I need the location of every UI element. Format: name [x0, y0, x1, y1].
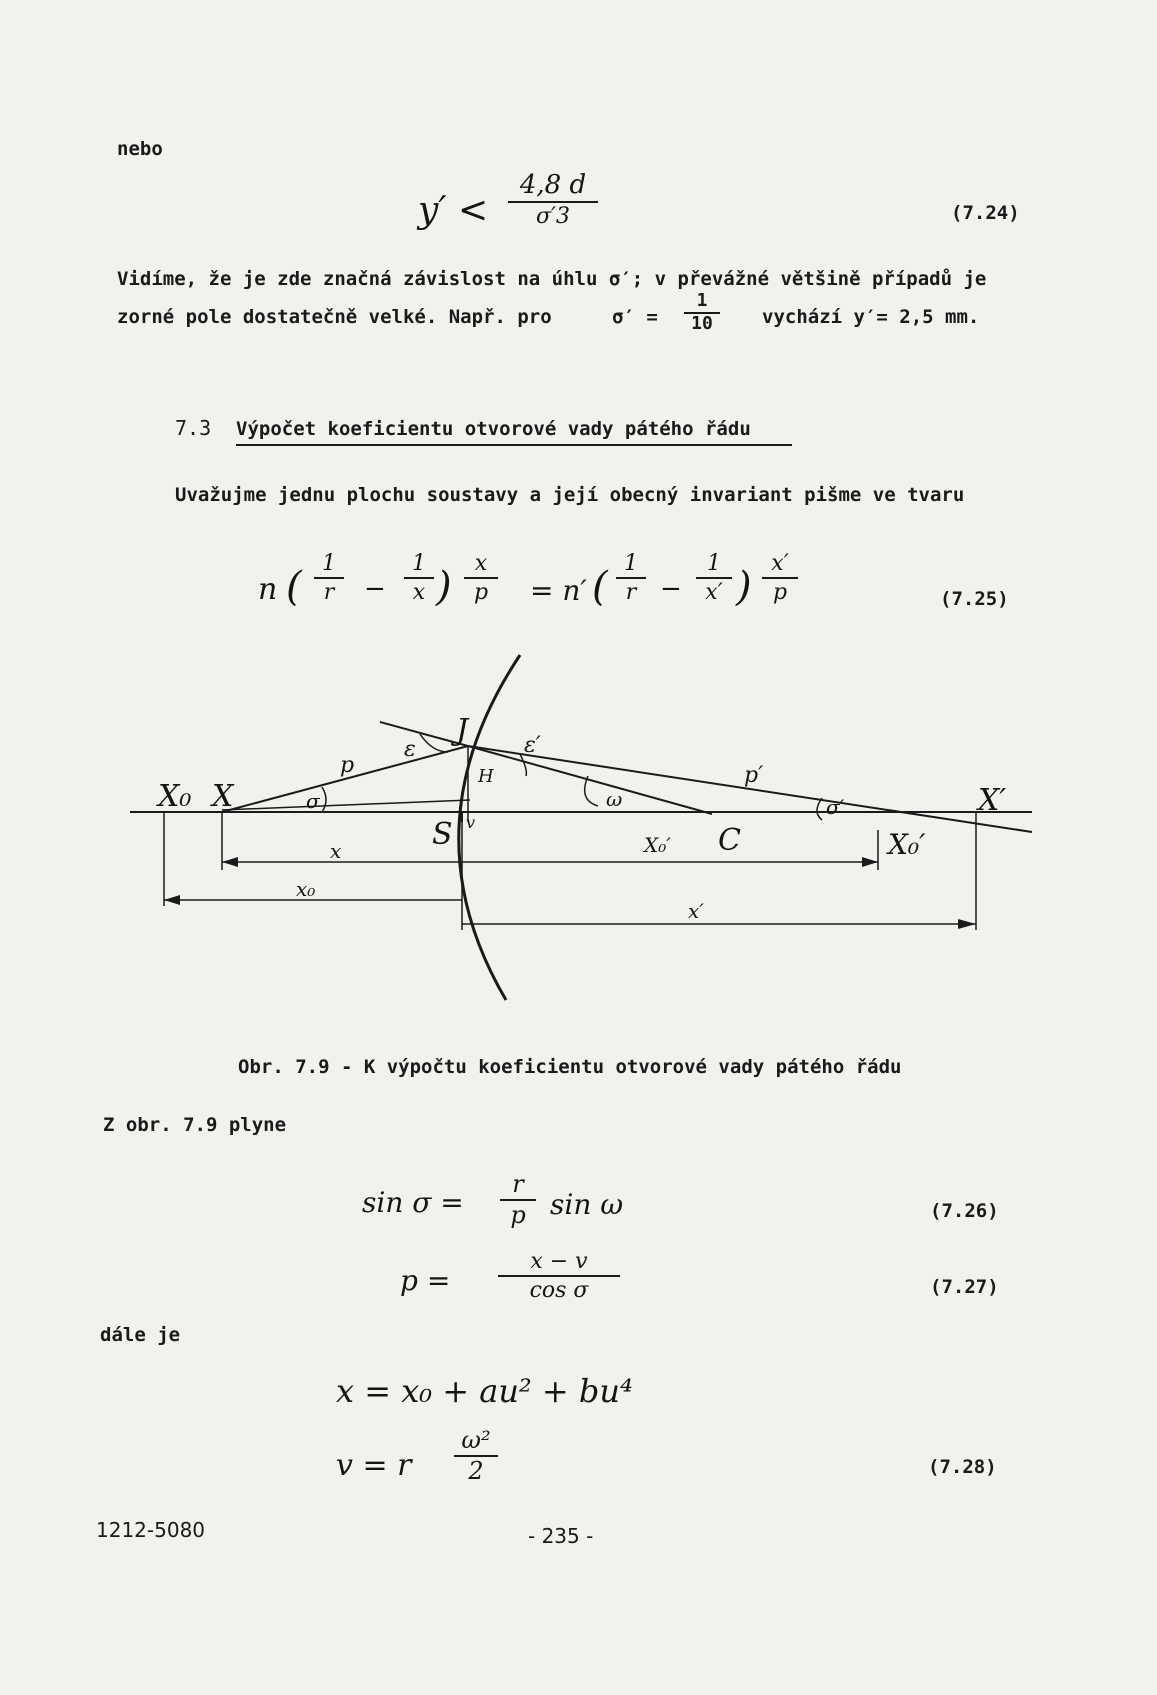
eq-726-label: (7.26): [930, 1200, 999, 1222]
arc-sigma: [322, 787, 326, 812]
eq-726-rhs: sin ω: [550, 1188, 624, 1221]
eq-724-label: (7.24): [951, 202, 1020, 224]
label-p-prime: p′: [744, 763, 764, 788]
eq-728-label: (7.28): [928, 1456, 997, 1478]
eq-727-lhs: p =: [400, 1264, 451, 1297]
eq-725-minus: −: [364, 574, 386, 604]
label-x: x: [330, 839, 342, 863]
eq-724-den: σ′3: [535, 204, 570, 230]
label-x-prime: x′: [688, 899, 704, 923]
den: p: [473, 580, 489, 606]
eq-724-lhs: y′ <: [418, 190, 489, 231]
text-vidime-line1: Vidíme, že je zde značná závislost na úhlu σ′; v převážné většině případů je: [117, 268, 987, 290]
arrowhead: [222, 857, 238, 867]
num: x: [474, 551, 488, 576]
den: r: [625, 580, 637, 606]
fraction-bar: [498, 1275, 620, 1277]
label-S: S: [432, 817, 453, 852]
frac-num: 1: [696, 290, 708, 311]
eq-727-fraction: [498, 1250, 620, 1302]
figure-caption: Obr. 7.9 - K výpočtu koeficientu otvorové vady pátého řádu: [238, 1056, 902, 1078]
den: p: [772, 580, 788, 606]
label-sigma-prime: σ′: [826, 795, 845, 819]
eq-726-fraction: [500, 1172, 536, 1228]
label-v: v: [466, 813, 476, 832]
num: r: [512, 1170, 524, 1198]
label-H: H: [478, 766, 494, 787]
label-epsilon: ε: [404, 737, 416, 762]
text-vidime-line2b: vychází y′= 2,5 mm.: [762, 306, 980, 328]
label-X-prime: X′: [978, 783, 1007, 818]
section-number: 7.3: [175, 416, 212, 440]
arrowhead: [958, 919, 976, 929]
frac-den: 10: [691, 312, 713, 334]
page-number: - 235 -: [528, 1524, 594, 1548]
label-J: J: [456, 713, 469, 748]
normal-line: [468, 746, 712, 814]
label-x0-prime-dim: X₀′: [644, 833, 671, 857]
arrowhead: [862, 857, 878, 867]
label-x0: x₀: [296, 877, 316, 901]
den: cos σ: [529, 1278, 589, 1304]
eq-728b-fraction: [454, 1428, 498, 1484]
footer-code: 1212-5080: [96, 1518, 206, 1542]
den: p: [510, 1201, 526, 1230]
ray-ext-left: [380, 722, 468, 746]
label-X: X: [212, 779, 234, 814]
text-vidime-sigma: σ′ =: [612, 306, 658, 328]
label-p: p: [340, 753, 355, 778]
label-sigma: σ: [306, 789, 320, 813]
eq-724-num: 4,8 d: [519, 170, 587, 200]
den: r: [323, 580, 335, 606]
label-C: C: [718, 823, 741, 858]
eq-725-minus: −: [660, 574, 682, 604]
den: x: [412, 580, 426, 606]
paren-open: (: [286, 564, 302, 610]
paren-open: (: [592, 564, 608, 610]
eq-725-equals: = n′: [530, 574, 587, 607]
text-uvazujme: Uvažujme jednu plochu soustavy a její obecný invariant pišme ve tvaru: [175, 484, 965, 506]
eq-725-label: (7.25): [940, 588, 1009, 610]
arc-sigma-prime: [817, 798, 822, 820]
eq-726-lhs: sin σ =: [362, 1186, 464, 1219]
section-title: Výpočet koeficientu otvorové vady pátého řádu: [236, 418, 792, 446]
text-dale-je: dále je: [100, 1324, 181, 1346]
paren-close: ): [736, 564, 752, 610]
label-omega: ω: [606, 787, 623, 811]
label-X0: X₀: [158, 779, 192, 814]
den: x′: [705, 580, 723, 606]
paren-close: ): [436, 564, 452, 610]
num: 1: [322, 551, 336, 576]
text-z-obr: Z obr. 7.9 plyne: [103, 1114, 287, 1136]
num: x′: [771, 551, 789, 576]
eq-728b-lhs: v = r: [336, 1448, 412, 1483]
arrowhead: [164, 895, 180, 905]
eq-728a: x = x₀ + au² + bu⁴: [336, 1372, 633, 1410]
num: ω²: [461, 1426, 491, 1454]
num: 1: [624, 551, 638, 576]
eq-727-label: (7.27): [930, 1276, 999, 1298]
ray-refracted: [468, 746, 1032, 832]
eq-725-n: n: [258, 572, 278, 607]
text-nebo: nebo: [117, 138, 163, 160]
den: 2: [468, 1457, 484, 1486]
text-vidime-line2a: zorné pole dostatečně velké. Např. pro: [117, 306, 552, 328]
label-epsilon-prime: ε′: [524, 733, 541, 758]
num: x − v: [530, 1249, 588, 1274]
label-X0-prime: X₀′: [888, 828, 926, 861]
num: 1: [707, 551, 721, 576]
num: 1: [412, 551, 426, 576]
